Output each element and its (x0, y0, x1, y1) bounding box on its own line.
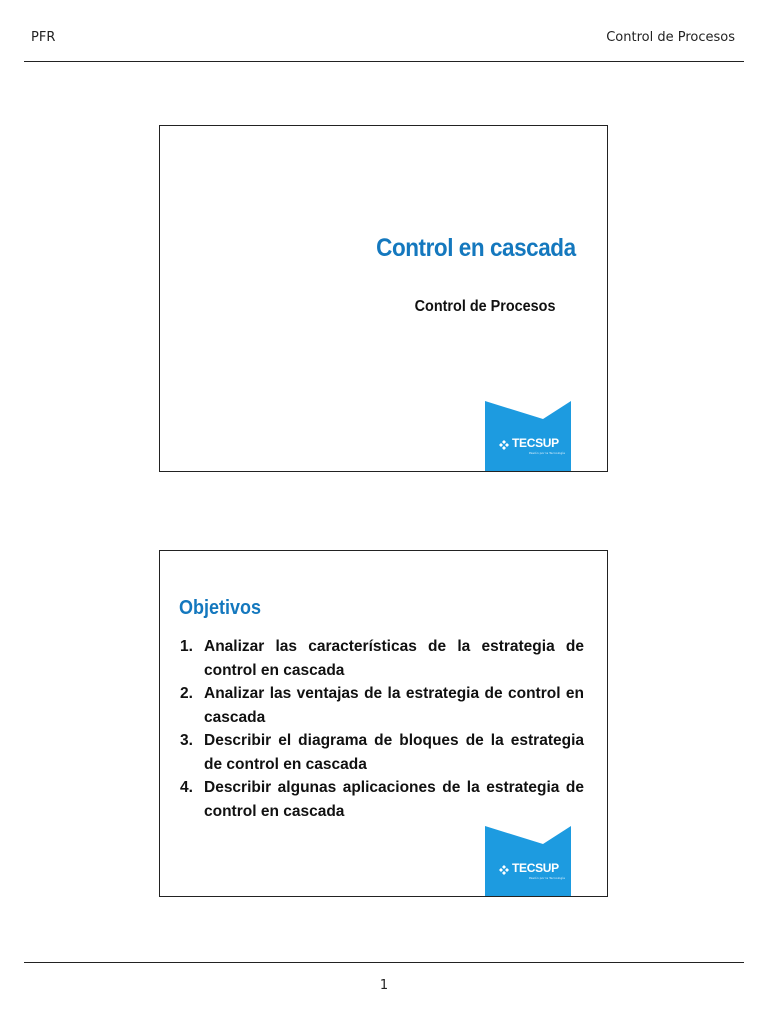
header-left-label: PFR (31, 30, 56, 45)
page-number: 1 (379, 978, 389, 993)
list-item (180, 635, 584, 682)
list-item-number: 2. (180, 685, 193, 702)
logo-tagline: Pasión por la Tecnología (529, 876, 565, 880)
list-item-text: Describir el diagrama de bloques de la estrategia de control en cascada (204, 732, 584, 773)
list-item-text: Analizar las ventajas de la estrategia de control en cascada (204, 685, 584, 726)
slide-1 (159, 125, 608, 472)
objectives-list (180, 635, 584, 823)
logo-wordmark: TECSUP (512, 436, 559, 450)
list-item (180, 682, 584, 729)
list-item-number: 3. (180, 732, 193, 749)
list-item-number: 4. (180, 779, 193, 796)
footer-rule (24, 962, 744, 963)
slide-1-subtitle: Control de Procesos (414, 298, 555, 315)
logo-tagline: Pasión por la Tecnología (529, 451, 565, 455)
slide-2 (159, 550, 608, 897)
tecsup-logo (485, 826, 571, 897)
logo-wordmark: TECSUP (512, 861, 559, 875)
list-item-number: 1. (180, 638, 193, 655)
list-item (180, 776, 584, 823)
list-item (180, 729, 584, 776)
header-right-label: Control de Procesos (606, 30, 735, 45)
header-rule (24, 61, 744, 62)
tecsup-logo (485, 401, 571, 472)
list-item-text: Analizar las características de la estrategia de control en cascada (204, 638, 584, 679)
slide-2-title: Objetivos (179, 597, 262, 619)
slide-1-title: Control en cascada (376, 234, 576, 262)
list-item-text: Describir algunas aplicaciones de la estrategia de control en cascada (204, 779, 584, 820)
